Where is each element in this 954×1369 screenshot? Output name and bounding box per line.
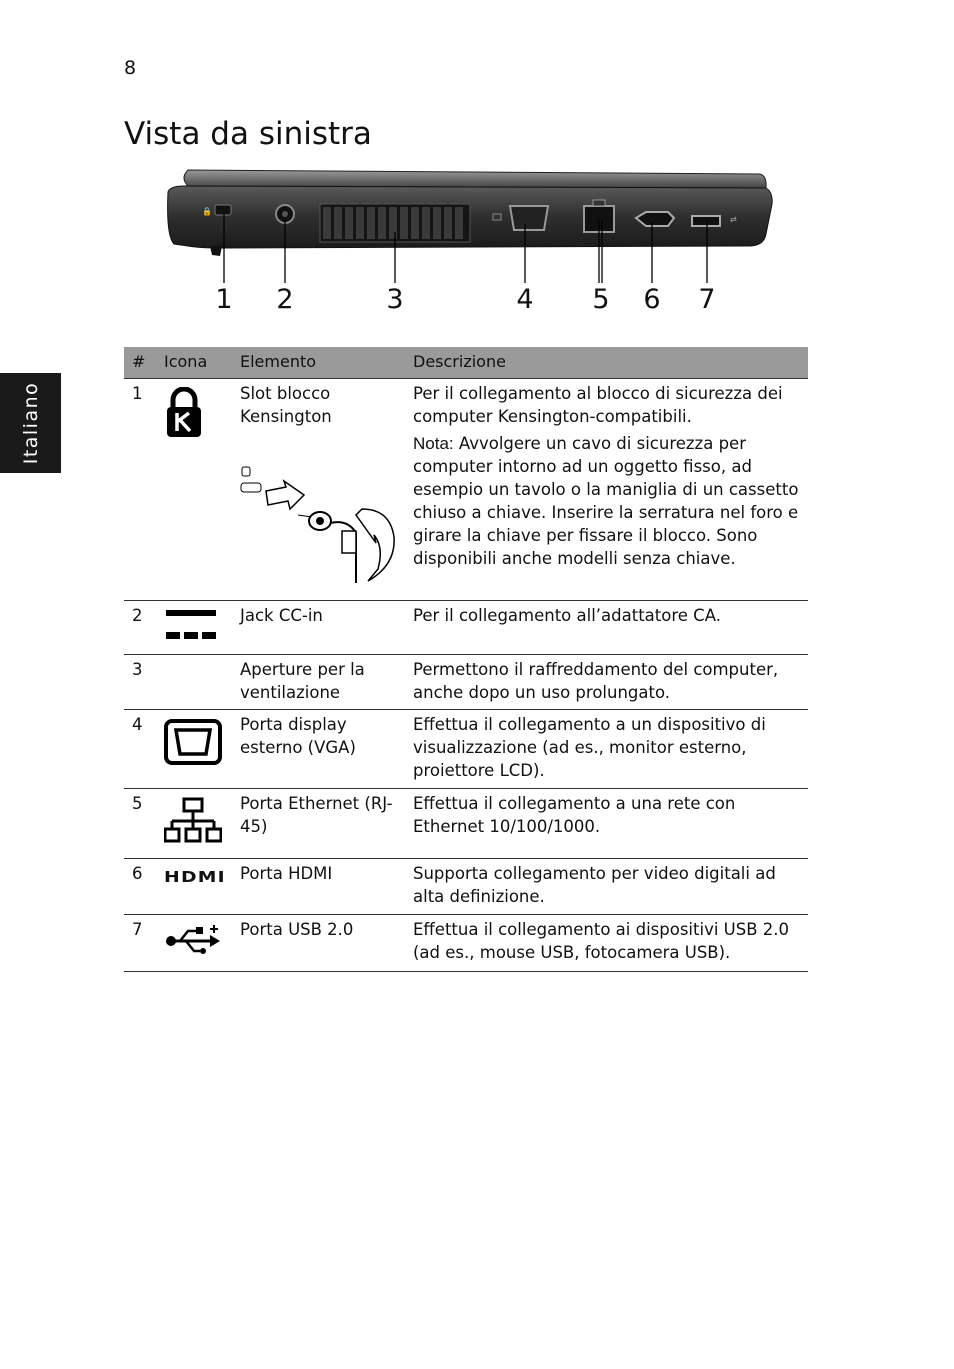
callout-3: 3 — [386, 284, 404, 315]
header-num: # — [132, 352, 146, 371]
page-number: 8 — [124, 57, 137, 79]
callout-4: 4 — [516, 284, 534, 315]
header-icon: Icona — [164, 352, 208, 371]
element-name: Jack CC-in — [240, 606, 323, 625]
row-number: 4 — [132, 715, 143, 734]
element-name: Porta USB 2.0 — [240, 920, 354, 939]
row-number: 2 — [132, 606, 143, 625]
row-number: 3 — [132, 660, 143, 679]
laptop-left-side-illustration — [160, 160, 780, 290]
row-number: 6 — [132, 864, 143, 883]
description-text: Per il collegamento al blocco di sicurezza dei computer Kensington-compatibili. — [413, 384, 783, 426]
row-number: 5 — [132, 794, 143, 813]
element-name: Porta display esterno (VGA) — [240, 715, 356, 757]
hdmi-icon: HDMI — [164, 868, 226, 886]
description: Effettua il collegamento a una rete con Ethernet 10/100/1000. — [413, 794, 736, 836]
table-row — [124, 379, 808, 601]
ethernet-icon — [164, 797, 222, 851]
element-name: Aperture per la ventilazione — [240, 660, 365, 702]
vga-icon — [164, 719, 222, 771]
language-tab-label: Italiano — [19, 381, 42, 465]
ports-table — [124, 347, 808, 972]
element-name: Slot blocco Kensington — [240, 384, 332, 426]
description: Permettono il raffreddamento del computer, anche dopo un uso prolungato. — [413, 660, 779, 702]
callout-2: 2 — [276, 284, 294, 315]
row-number: 1 — [132, 384, 143, 403]
description: Effettua il collegamento ai dispositivi USB 2.0 (ad es., mouse USB, fotocamera USB). — [413, 920, 790, 962]
callout-5: 5 — [592, 284, 610, 315]
kensington-lock-illustration — [238, 465, 400, 589]
note-text: Avvolgere un cavo di sicurezza per computer intorno ad un oggetto fisso, ad esempio un tavolo o la maniglia di un cassetto chiuso a chiave. Inserire la serratura nel foro e girare la chiave per fissare il blocco. Sono disponibili anche modelli senza chiave. — [413, 434, 799, 568]
table-row — [124, 601, 808, 655]
element-name: Porta HDMI — [240, 864, 333, 883]
table-row — [124, 789, 808, 859]
svg-text:🔒: 🔒 — [202, 207, 212, 216]
table-row — [124, 915, 808, 972]
language-tab — [0, 373, 61, 473]
svg-text:⇄: ⇄ — [730, 215, 737, 224]
element-name: Porta Ethernet (RJ-45) — [240, 794, 393, 836]
description: Effettua il collegamento a un dispositivo di visualizzazione (ad es., monitor esterno, proiettore LCD). — [413, 715, 766, 780]
usb-icon — [164, 924, 222, 960]
table-header — [124, 347, 808, 379]
table-row — [124, 710, 808, 789]
callout-6: 6 — [643, 284, 661, 315]
callout-1: 1 — [215, 284, 233, 315]
table-row — [124, 655, 808, 710]
page-title: Vista da sinistra — [124, 116, 372, 152]
table-row — [124, 859, 808, 915]
description: Supporta collegamento per video digitali ad alta definizione. — [413, 864, 776, 906]
kensington-lock-icon — [164, 387, 204, 445]
row-number: 7 — [132, 920, 143, 939]
note-paragraph — [413, 432, 808, 570]
callout-7: 7 — [698, 284, 716, 315]
header-description: Descrizione — [413, 352, 506, 371]
description — [413, 382, 808, 570]
note-label: Nota: — [413, 434, 454, 453]
header-element: Elemento — [240, 352, 317, 371]
dc-in-icon — [164, 610, 218, 648]
description: Per il collegamento all’adattatore CA. — [413, 606, 721, 625]
